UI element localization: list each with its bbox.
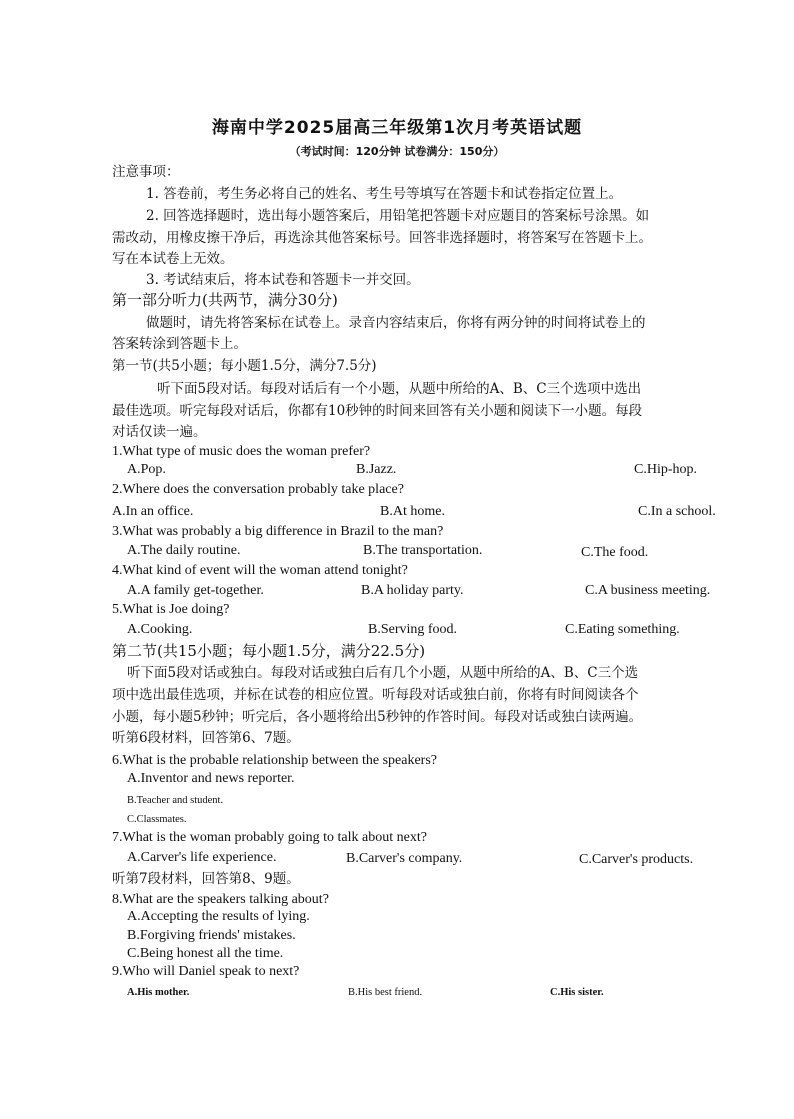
q2-option-b: B.At home. <box>380 504 445 519</box>
q3-option-b: B.The transportation. <box>363 543 483 558</box>
note-item-2-line-1: 2. 回答选择题时，选出每小题答案后，用铅笔把答题卡对应题目的答案标号涂黑。如 <box>146 208 650 224</box>
material-6-note: 听第6段材料，回答第6、7题。 <box>112 730 300 746</box>
q3-option-c: C.The food. <box>581 545 649 560</box>
part1-heading: 第一部分听力(共两节，满分30分) <box>112 291 338 309</box>
question-8: 8.What are the speakers talking about? <box>112 892 329 907</box>
part1-instruction-line-2: 答案转涂到答题卡上。 <box>112 336 247 352</box>
q7-option-a: A.Carver's life experience. <box>127 850 277 865</box>
q1-option-b: B.Jazz. <box>356 462 397 477</box>
note-item-2-line-3: 写在本试卷上无效。 <box>112 251 234 267</box>
question-6: 6.What is the probable relationship between the speakers? <box>112 753 437 768</box>
q5-option-c: C.Eating something. <box>565 622 680 637</box>
section1-instruction-line-3: 对话仅读一遍。 <box>112 424 207 440</box>
q1-option-c: C.Hip-hop. <box>634 462 697 477</box>
page-subtitle: （考试时间：120分钟 试卷满分：150分） <box>289 145 505 158</box>
q8-option-b: B.Forgiving friends' mistakes. <box>127 928 296 943</box>
section1-instruction-line-2: 最佳选项。听完每段对话后，你都有10秒钟的时间来回答有关小题和阅读下一小题。每段 <box>112 403 643 419</box>
notes-heading: 注意事项： <box>112 164 180 180</box>
q4-option-a: A.A family get-together. <box>127 583 264 598</box>
material-7-note: 听第7段材料，回答第8、9题。 <box>112 871 300 887</box>
q4-option-b: B.A holiday party. <box>361 583 464 598</box>
section1-instruction-line-1: 听下面5段对话。每段对话后有一个小题，从题中所给的A、B、C三个选项中选出 <box>157 381 642 397</box>
question-5: 5.What is Joe doing? <box>112 602 230 617</box>
q2-option-c: C.In a school. <box>638 504 716 519</box>
section2-instruction-line-3: 小题，每小题5秒钟；听完后，各小题将给出5秒钟的作答时间。每段对话或独白读两遍。 <box>112 709 643 725</box>
part1-instruction-line-1: 做题时，请先将答案标在试卷上。录音内容结束后，你将有两分钟的时间将试卷上的 <box>146 315 646 331</box>
q8-option-a: A.Accepting the results of lying. <box>127 909 310 924</box>
question-9: 9.Who will Daniel speak to next? <box>112 964 300 979</box>
question-4: 4.What kind of event will the woman attend tonight? <box>112 563 408 578</box>
note-item-3: 3. 考试结束后，将本试卷和答题卡一并交回。 <box>146 272 420 288</box>
q2-option-a: A.In an office. <box>112 504 194 519</box>
q5-option-a: A.Cooking. <box>127 622 193 637</box>
section2-instruction-line-2: 项中选出最佳选项，并标在试卷的相应位置。听每段对话或独白前，你将有时间阅读各个 <box>112 687 639 703</box>
q5-option-b: B.Serving food. <box>368 622 458 637</box>
q1-option-a: A.Pop. <box>127 462 166 477</box>
section2-heading: 第二节(共15小题；每小题1.5分，满分22.5分) <box>112 642 426 660</box>
q9-option-c: C.His sister. <box>550 987 604 998</box>
q6-option-b: B.Teacher and student. <box>127 795 224 806</box>
page-title: 海南中学2025届高三年级第1次月考英语试题 <box>211 118 583 138</box>
question-3: 3.What was probably a big difference in Brazil to the man? <box>112 524 444 539</box>
q7-option-c: C.Carver's products. <box>579 852 694 867</box>
question-7: 7.What is the woman probably going to talk about next? <box>112 830 427 845</box>
q9-option-a: A.His mother. <box>127 987 190 998</box>
note-item-2-line-2: 需改动，用橡皮擦干净后，再选涂其他答案标号。回答非选择题时，将答案写在答题卡上。 <box>112 230 652 246</box>
q8-option-c: C.Being honest all the time. <box>127 946 284 961</box>
section1-heading: 第一节(共5小题；每小题1.5分，满分7.5分) <box>112 358 377 374</box>
note-item-1: 1. 答卷前，考生务必将自己的姓名、考生号等填写在答题卡和试卷指定位置上。 <box>146 186 623 202</box>
q7-option-b: B.Carver's company. <box>346 851 463 866</box>
q6-option-c: C.Classmates. <box>127 814 187 825</box>
question-1: 1.What type of music does the woman prefer? <box>112 444 371 459</box>
q6-option-a: A.Inventor and news reporter. <box>127 771 295 786</box>
section2-instruction-line-1: 听下面5段对话或独白。每段对话或独白后有几个小题，从题中所给的A、B、C三个选 <box>127 665 639 681</box>
q4-option-c: C.A business meeting. <box>585 583 711 598</box>
question-2: 2.Where does the conversation probably take place? <box>112 482 404 497</box>
q3-option-a: A.The daily routine. <box>127 543 241 558</box>
q9-option-b: B.His best friend. <box>348 987 423 998</box>
